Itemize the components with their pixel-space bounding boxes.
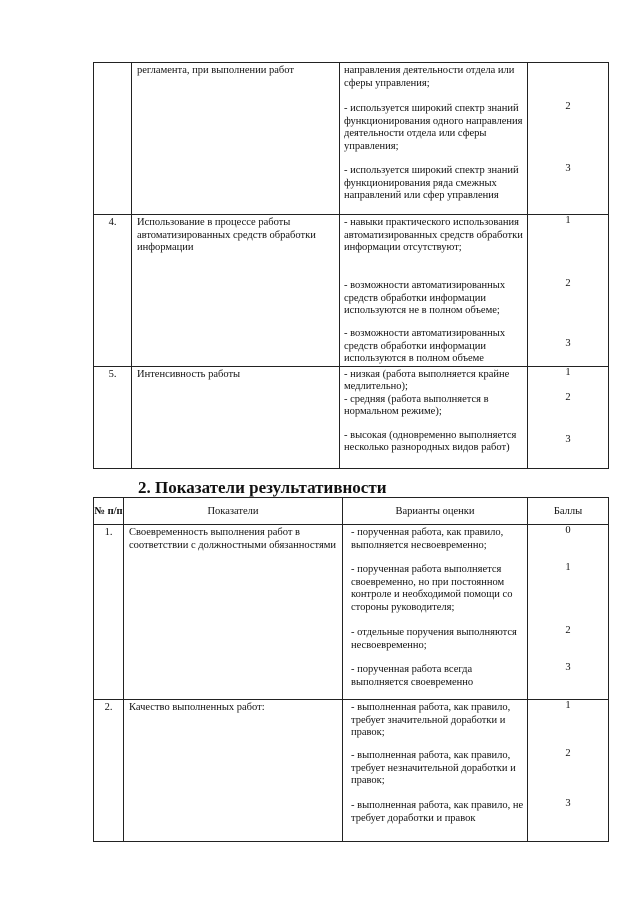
score-cell	[528, 366, 609, 468]
row-number: 5.	[94, 366, 132, 468]
assessment-options	[340, 63, 528, 215]
score-value	[528, 63, 608, 101]
row-number: 2.	[94, 700, 124, 842]
score-value: 1	[565, 700, 571, 711]
header-number-label: № п/п	[94, 505, 123, 517]
assessment-options	[340, 215, 528, 367]
score-value: 3	[565, 338, 571, 349]
score-value: 3	[565, 662, 571, 673]
table-row	[94, 366, 609, 468]
table-row	[94, 63, 609, 215]
option-text: - порученная работа выполняется своевременно, но при постоянном контроле и необходимой помощи со стороны руководителя;	[351, 564, 513, 613]
score-value: 2	[565, 101, 571, 112]
option-text: - выполненная работа, как правило, требует незначительной доработки и правок;	[351, 750, 516, 786]
row-number: 1.	[94, 525, 124, 700]
indicator-name: Своевременность выполнения работ в соответствии с должностными обязанностями	[124, 525, 343, 700]
indicator-name: регламента, при выполнении работ	[132, 63, 340, 215]
table-row	[94, 525, 609, 700]
option-text: - порученная работа всегда выполняется своевременно	[351, 664, 474, 688]
option-text: - возможности автоматизированных средств обработки информации используются не в полном объеме;	[344, 280, 506, 316]
table-row	[94, 700, 609, 842]
score-value: 2	[565, 278, 571, 289]
score-cell	[528, 700, 609, 842]
score-value: 1	[565, 562, 571, 573]
option-text: - используется широкий спектр знаний функционирования одного направления деятельности отдела или сферы управления;	[344, 103, 523, 152]
score-cell	[528, 63, 609, 215]
table-header-row	[94, 498, 609, 525]
score-value: 1	[565, 215, 571, 226]
score-value: 3	[565, 163, 571, 174]
option-text: - порученная работа, как правило, выполняется несвоевременно;	[351, 527, 504, 551]
score-value: 3	[565, 433, 571, 445]
option-text: - высокая (одновременно выполняется несколько разнородных видов работ)	[344, 429, 517, 453]
score-value: 3	[565, 798, 571, 809]
option-text: - низкая (работа выполняется крайне медлительно);	[344, 368, 510, 392]
assessment-options	[343, 525, 528, 700]
header-number	[94, 498, 124, 525]
performance-indicators-table	[93, 497, 609, 842]
criteria-table-continued	[93, 62, 609, 469]
score-value: 2	[565, 391, 571, 403]
option-text: направления деятельности отдела или сферы управления;	[344, 65, 515, 89]
row-number: 4.	[94, 215, 132, 367]
header-scores: Баллы	[528, 498, 609, 525]
option-text: - средняя (работа выполняется в нормальном режиме);	[344, 393, 489, 417]
score-cell	[528, 525, 609, 700]
row-number	[94, 63, 132, 215]
assessment-options	[343, 700, 528, 842]
score-value: 2	[565, 748, 571, 759]
option-text: - навыки практического использования автоматизированных средств обработки информации отсутствуют;	[344, 217, 523, 253]
score-cell	[528, 215, 609, 367]
header-indicator: Показатели	[124, 498, 343, 525]
option-text: - выполненная работа, как правило, требует значительной доработки и правок;	[351, 702, 511, 738]
indicator-name: Использование в процессе работы автоматизированных средств обработки информации	[132, 215, 340, 367]
option-text: - отдельные поручения выполняются несвоевременно;	[351, 627, 517, 651]
assessment-options	[340, 366, 528, 468]
header-options: Варианты оценки	[343, 498, 528, 525]
section-title: 2. Показатели результативности	[138, 478, 387, 497]
option-text: - возможности автоматизированных средств обработки информации используются в полном объеме	[344, 328, 506, 364]
option-text: - выполненная работа, как правило, не требует доработки и правок	[351, 800, 524, 824]
score-value: 2	[565, 625, 571, 636]
score-value: 1	[565, 366, 571, 378]
score-value: 0	[565, 525, 571, 536]
indicator-name: Интенсивность работы	[132, 366, 340, 468]
option-text: - используется широкий спектр знаний функционирования ряда смежных направлений или сфер управления	[344, 165, 519, 201]
table-row	[94, 215, 609, 367]
indicator-name: Качество выполненных работ:	[124, 700, 343, 842]
